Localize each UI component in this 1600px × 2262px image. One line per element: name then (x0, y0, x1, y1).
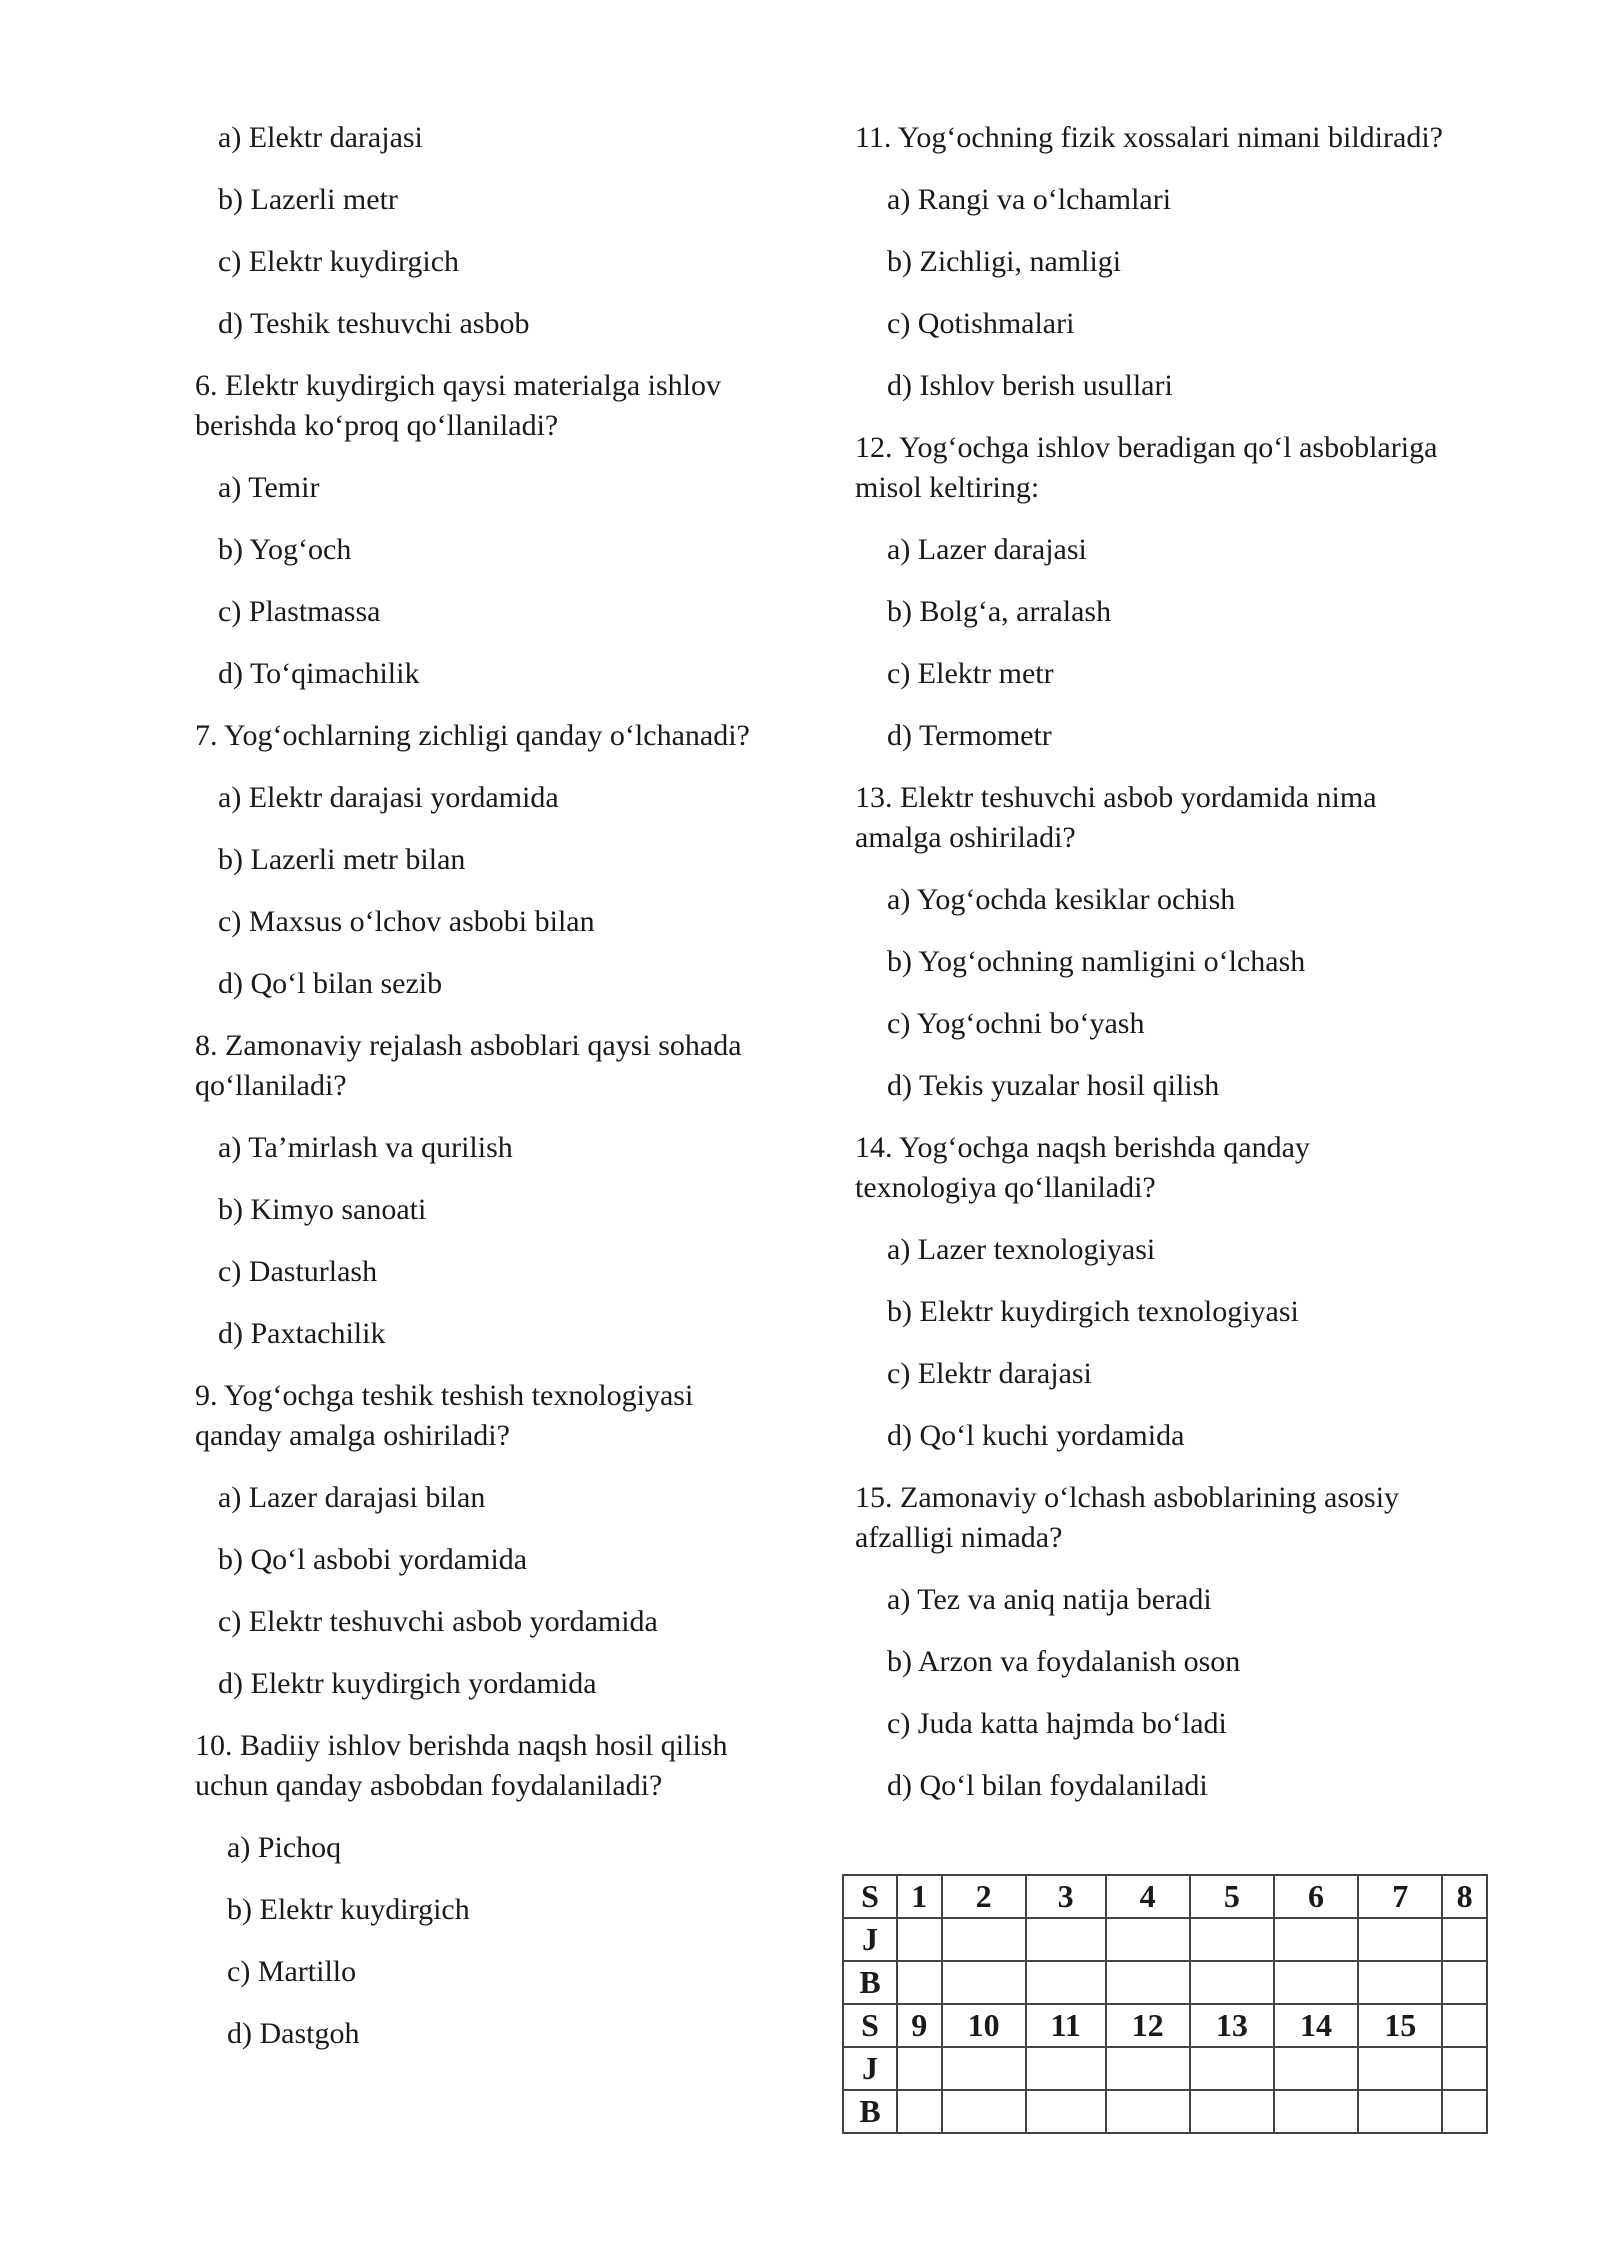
option: d) Qo‘l bilan sezib (218, 967, 443, 1000)
answer-cell: 8 (1442, 1875, 1487, 1918)
answer-cell (1442, 2004, 1487, 2047)
option: d) To‘qimachilik (218, 657, 420, 690)
option: b) Zichligi, namligi (887, 245, 1122, 278)
question-text: 6. Elektr kuydirgich qaysi materialga ishlov berishda ko‘proq qo‘llaniladi? (195, 369, 721, 442)
answer-cell: 9 (897, 2004, 942, 2047)
option: c) Elektr teshuvchi asbob yordamida (218, 1605, 658, 1638)
answer-cell (1026, 1918, 1106, 1961)
option: a) Rangi va o‘lchamlari (887, 183, 1172, 216)
answer-cell: 1 (897, 1875, 942, 1918)
option: b) Qo‘l asbobi yordamida (218, 1543, 528, 1576)
answer-cell (1274, 1918, 1358, 1961)
answer-cell (1442, 2090, 1487, 2133)
option: b) Lazerli metr bilan (218, 843, 466, 876)
answer-cell: 7 (1358, 1875, 1442, 1918)
option: a) Pichoq (227, 1831, 342, 1864)
option: b) Arzon va foydalanish oson (887, 1645, 1241, 1678)
answer-cell (1190, 2047, 1274, 2090)
answer-cell (1026, 2047, 1106, 2090)
answer-cell: 5 (1190, 1875, 1274, 1918)
answer-cell (1106, 2047, 1190, 2090)
option: d) Qo‘l bilan foydalaniladi (887, 1769, 1208, 1802)
answer-cell (1106, 1961, 1190, 2004)
answer-cell (942, 2090, 1026, 2133)
answer-cell: 10 (942, 2004, 1026, 2047)
answer-cell (1026, 2090, 1106, 2133)
option: c) Yog‘ochni bo‘yash (887, 1007, 1145, 1040)
option: c) Plastmassa (218, 595, 381, 628)
question-13 (855, 778, 1455, 1106)
option: d) Qo‘l kuchi yordamida (887, 1419, 1185, 1452)
option: b) Elektr kuydirgich (227, 1893, 470, 1926)
answer-cell (897, 2047, 942, 2090)
option: d) Termometr (887, 719, 1052, 752)
answer-cell (1442, 1961, 1487, 2004)
question-text: 14. Yog‘ochga naqsh berishda qanday texnologiya qo‘llaniladi? (855, 1131, 1310, 1204)
answer-cell (1026, 1961, 1106, 2004)
answer-cell (1190, 1961, 1274, 2004)
option: b) Bolg‘a, arralash (887, 595, 1112, 628)
question-text: 8. Zamonaviy rejalash asboblari qaysi sohada qo‘llaniladi? (195, 1029, 742, 1102)
answer-cell: 12 (1106, 2004, 1190, 2047)
option: a) Elektr darajasi yordamida (218, 781, 559, 814)
answer-cell (942, 1918, 1026, 1961)
answer-cell (1358, 1961, 1442, 2004)
option: d) Teshik teshuvchi asbob (218, 307, 530, 340)
question-text: 7. Yog‘ochlarning zichligi qanday o‘lchanadi? (195, 719, 750, 752)
option: c) Juda katta hajmda bo‘ladi (887, 1707, 1227, 1740)
answer-cell (1190, 1918, 1274, 1961)
answer-table-row (843, 2090, 1487, 2133)
answer-cell: 2 (942, 1875, 1026, 1918)
option: b) Kimyo sanoati (218, 1193, 427, 1226)
right-column (855, 118, 1455, 1828)
question-6 (195, 366, 755, 694)
answer-cell (1274, 2047, 1358, 2090)
leading-options (195, 118, 755, 344)
answer-cell (1274, 2090, 1358, 2133)
question-text: 11. Yog‘ochning fizik xossalari nimani bildiradi? (855, 121, 1443, 154)
answer-cell: 4 (1106, 1875, 1190, 1918)
answer-table-row (843, 1918, 1487, 1961)
answer-cell: 13 (1190, 2004, 1274, 2047)
answer-cell: 3 (1026, 1875, 1106, 1918)
answer-cell (942, 1961, 1026, 2004)
question-14 (855, 1128, 1455, 1456)
option: d) Elektr kuydirgich yordamida (218, 1667, 597, 1700)
question-9 (195, 1376, 755, 1704)
answer-cell: 15 (1358, 2004, 1442, 2047)
answer-cell (897, 1918, 942, 1961)
answer-cell (1358, 2047, 1442, 2090)
option: c) Dasturlash (218, 1255, 378, 1288)
answer-row-label: J (843, 1918, 897, 1961)
option: c) Qotishmalari (887, 307, 1075, 340)
option: b) Lazerli metr (218, 183, 398, 216)
answer-cell: 14 (1274, 2004, 1358, 2047)
question-12 (855, 428, 1455, 756)
answer-table-row (843, 2004, 1487, 2047)
answer-table-row (843, 2047, 1487, 2090)
answer-table (842, 1874, 1488, 2134)
answer-cell (1106, 2090, 1190, 2133)
option: d) Tekis yuzalar hosil qilish (887, 1069, 1220, 1102)
question-text: 15. Zamonaviy o‘lchash asboblarining asosiy afzalligi nimada? (855, 1481, 1400, 1554)
answer-cell: 6 (1274, 1875, 1358, 1918)
question-8 (195, 1026, 755, 1354)
option: d) Ishlov berish usullari (887, 369, 1173, 402)
answer-cell: 11 (1026, 2004, 1106, 2047)
option: c) Elektr kuydirgich (218, 245, 460, 278)
answer-cell (1106, 1918, 1190, 1961)
answer-cell (1274, 1961, 1358, 2004)
question-text: 9. Yog‘ochga teshik teshish texnologiyasi qanday amalga oshiriladi? (195, 1379, 694, 1452)
answer-cell (942, 2047, 1026, 2090)
option: c) Martillo (227, 1955, 357, 1988)
answer-cell (897, 1961, 942, 2004)
question-15 (855, 1478, 1455, 1806)
answer-row-label: B (843, 2090, 897, 2133)
option: b) Yog‘ochning namligini o‘lchash (887, 945, 1306, 978)
left-column (195, 118, 755, 2076)
answer-cell (1442, 2047, 1487, 2090)
option: d) Dastgoh (227, 2017, 360, 2050)
answer-cell (1358, 2090, 1442, 2133)
option: b) Elektr kuydirgich texnologiyasi (887, 1295, 1299, 1328)
answer-row-label: B (843, 1961, 897, 2004)
answer-table-row (843, 1961, 1487, 2004)
answer-cell (897, 2090, 942, 2133)
answer-cell (1190, 2090, 1274, 2133)
answer-table-row (843, 1875, 1487, 1918)
answer-row-label: J (843, 2047, 897, 2090)
answer-cell (1358, 1918, 1442, 1961)
option: b) Yog‘och (218, 533, 352, 566)
question-text: 12. Yog‘ochga ishlov beradigan qo‘l asboblariga misol keltiring: (855, 431, 1438, 504)
option: a) Ta’mirlash va qurilish (218, 1131, 513, 1164)
answer-cell (1442, 1918, 1487, 1961)
option: a) Tez va aniq natija beradi (887, 1583, 1212, 1616)
question-10 (195, 1726, 755, 2054)
option: a) Lazer darajasi bilan (218, 1481, 486, 1514)
option: a) Lazer texnologiyasi (887, 1233, 1156, 1266)
option: a) Yog‘ochda kesiklar ochish (887, 883, 1236, 916)
option: a) Temir (218, 471, 320, 504)
question-7 (195, 716, 755, 1004)
answer-row-label: S (843, 2004, 897, 2047)
option: c) Elektr darajasi (887, 1357, 1092, 1390)
question-11 (855, 118, 1455, 406)
option: a) Elektr darajasi (218, 121, 423, 154)
option: a) Lazer darajasi (887, 533, 1087, 566)
answer-row-label: S (843, 1875, 897, 1918)
question-text: 10. Badiiy ishlov berishda naqsh hosil qilish uchun qanday asbobdan foydalaniladi? (195, 1729, 728, 1802)
option: c) Elektr metr (887, 657, 1054, 690)
option: d) Paxtachilik (218, 1317, 386, 1350)
question-text: 13. Elektr teshuvchi asbob yordamida nima amalga oshiriladi? (855, 781, 1377, 854)
option: c) Maxsus o‘lchov asbobi bilan (218, 905, 595, 938)
